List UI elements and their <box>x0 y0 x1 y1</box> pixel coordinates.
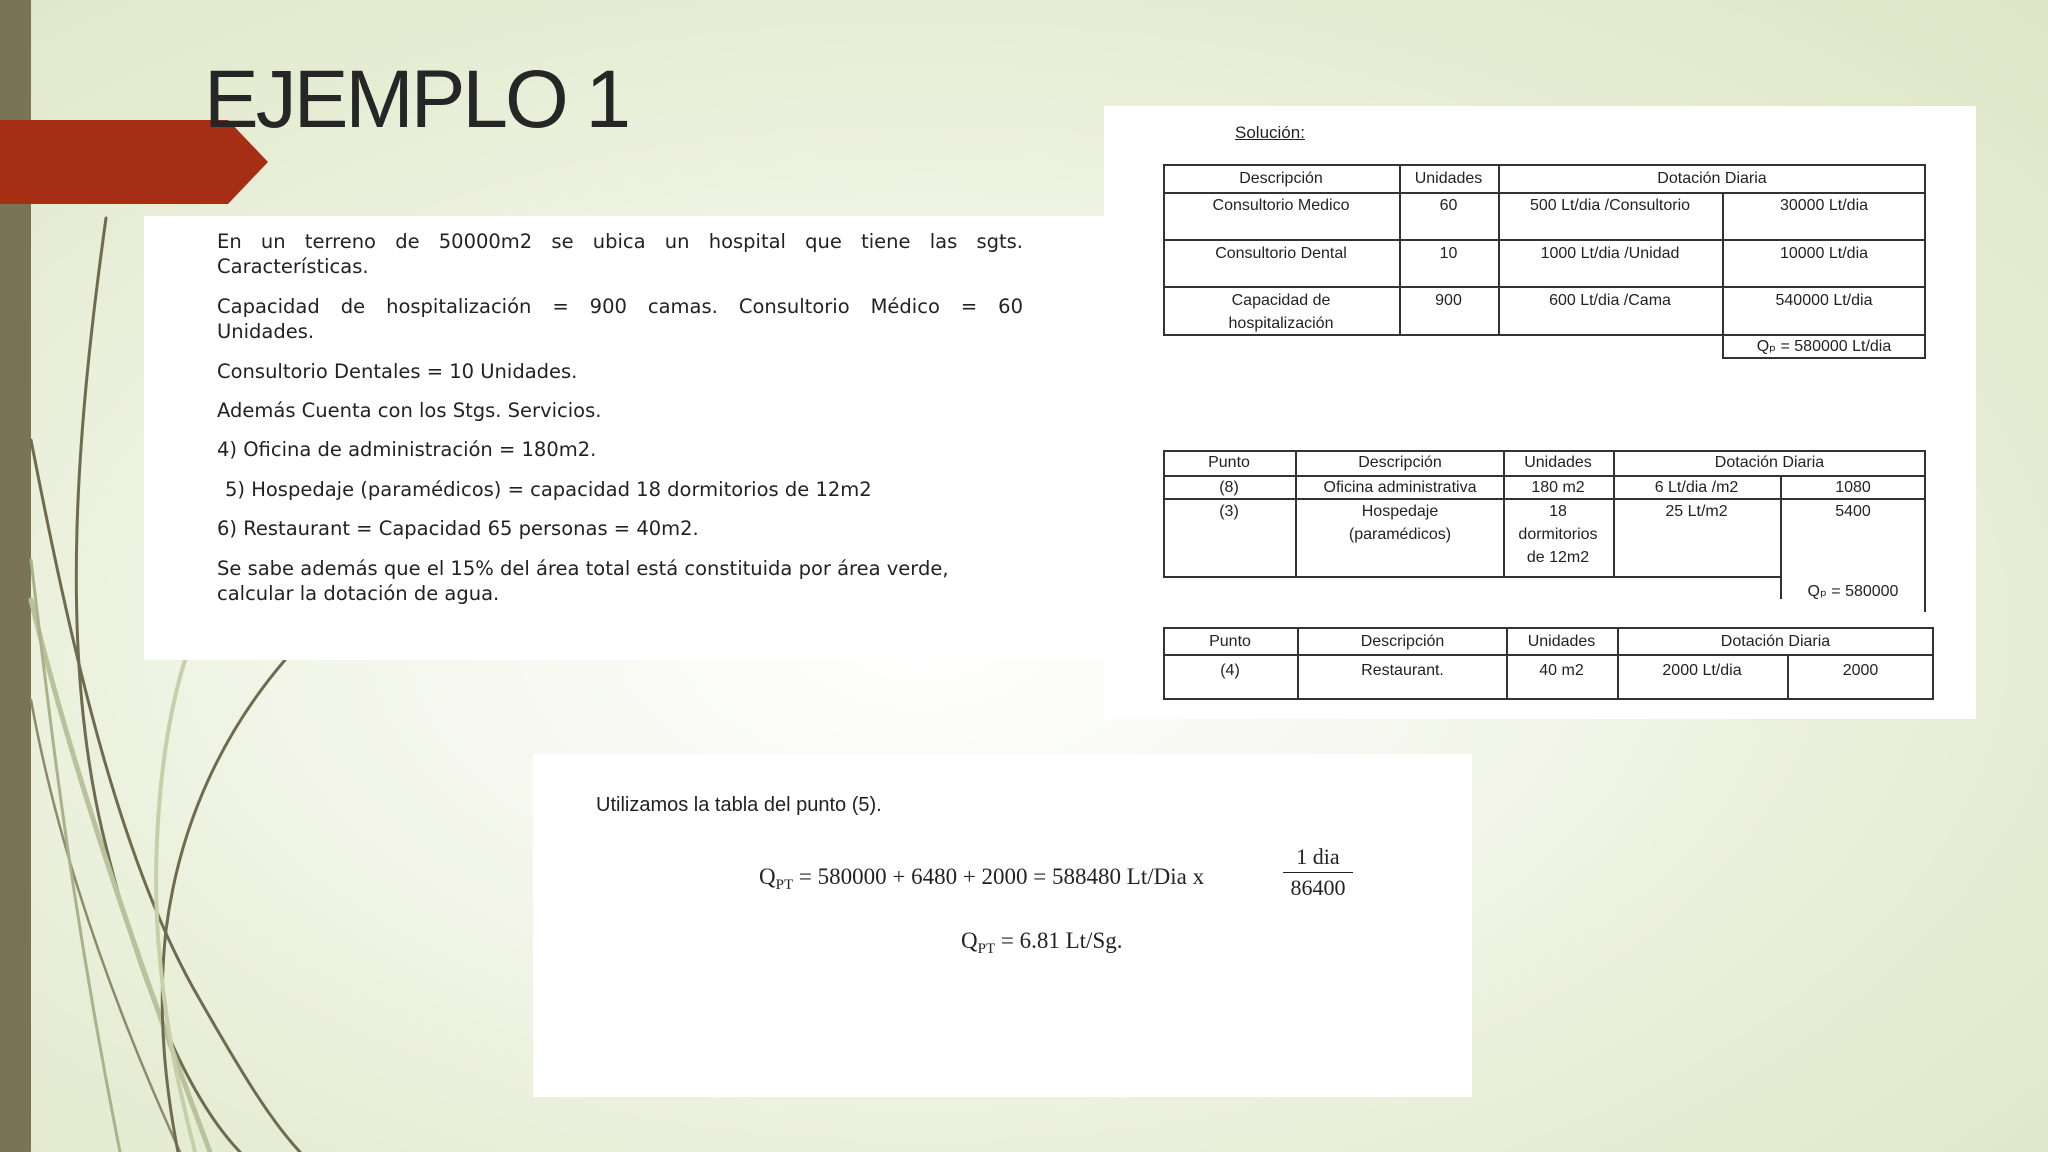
eq1-symbol: Q <box>759 864 776 889</box>
table-cell: 30000 Lt/dia <box>1779 197 1869 214</box>
fraction-denominator: 86400 <box>1290 875 1346 900</box>
problem-line-6: Además Cuenta con los Stgs. Servicios. <box>217 399 602 422</box>
table-cell: (8) <box>1219 479 1239 496</box>
problem-statement-panel <box>144 216 1106 660</box>
eq1-subscript: PT <box>775 877 794 893</box>
header-unidades: Unidades <box>1414 170 1483 187</box>
table-cell: Consultorio Medico <box>1212 197 1350 214</box>
table-cell: 10000 Lt/dia <box>1779 245 1869 262</box>
result-intro: Utilizamos la tabla del punto (5). <box>596 794 882 816</box>
fraction-numerator: 1 dia <box>1283 844 1353 873</box>
problem-line-8: 5) Hospedaje (paramédicos) = capacidad 18 dormitorios de 12m2 <box>225 478 872 501</box>
table-cell: (4) <box>1220 662 1240 679</box>
problem-line-4: Unidades. <box>217 320 315 343</box>
table-cell: 40 m2 <box>1539 662 1584 679</box>
table-total: Qₚ = 580000 <box>1807 583 1899 600</box>
header-unidades: Unidades <box>1524 454 1592 471</box>
table-cell: 6 Lt/dia /m2 <box>1654 479 1739 496</box>
eq1-expression: = 580000 + 6480 + 2000 = 588480 Lt/Dia x <box>798 864 1205 889</box>
eq2-symbol: Q <box>961 928 978 953</box>
header-dotacion: Dotación Diaria <box>1720 633 1831 650</box>
table-cell: Consultorio Dental <box>1215 245 1347 262</box>
problem-line-5: Consultorio Dentales = 10 Unidades. <box>217 360 578 383</box>
solution-panel <box>1104 106 1976 719</box>
table-cell: Capacidad de hospitalización <box>1228 292 1334 332</box>
result-panel <box>533 754 1472 1097</box>
table-cell: 900 <box>1435 292 1462 309</box>
table-cell: 2000 Lt/dia <box>1662 662 1742 679</box>
eq2-expression: = 6.81 Lt/Sg. <box>1000 928 1123 953</box>
table-cell: (3) <box>1219 503 1239 520</box>
header-descripcion: Descripción <box>1239 170 1323 187</box>
problem-line-9: 6) Restaurant = Capacidad 65 personas = 40m2. <box>217 517 699 540</box>
table-cell: 540000 Lt/dia <box>1775 292 1873 309</box>
equation-2 <box>961 928 1122 958</box>
table-cell: 1000 Lt/dia /Unidad <box>1540 245 1680 262</box>
table-cell: 5400 <box>1835 503 1871 520</box>
problem-line-2: Características. <box>217 255 369 278</box>
table-cell: Restaurant. <box>1361 662 1444 679</box>
problem-line-7: 4) Oficina de administración = 180m2. <box>217 438 597 461</box>
table-cell: Hospedaje (paramédicos) <box>1348 503 1452 543</box>
table-cell: 180 m2 <box>1531 479 1585 496</box>
equation-1 <box>759 864 1204 894</box>
header-unidades: Unidades <box>1527 633 1596 650</box>
table-cell: Oficina administrativa <box>1323 479 1477 496</box>
table-cell: 600 Lt/dia /Cama <box>1549 292 1671 309</box>
problem-line-3: Capacidad de hospitalización = 900 camas. Consultorio Médico = 60 <box>217 295 1023 318</box>
eq2-subscript: PT <box>977 941 996 957</box>
slide-title: EJEMPLO 1 <box>204 54 629 145</box>
problem-line-11: calcular la dotación de agua. <box>217 582 500 605</box>
table-cell: 18 dormitorios de 12m2 <box>1518 503 1598 566</box>
problem-line-1: En un terreno de 50000m2 se ubica un hospital que tiene las sgts. <box>217 230 1023 253</box>
table-cell: 2000 <box>1842 662 1879 679</box>
header-punto: Punto <box>1208 454 1250 471</box>
table-cell: 500 Lt/dia /Consultorio <box>1529 197 1691 214</box>
table-total: Qₚ = 580000 Lt/dia <box>1756 338 1892 355</box>
table-cell: 10 <box>1439 245 1458 262</box>
header-dotacion: Dotación Diaria <box>1657 170 1767 187</box>
problem-line-10: Se sabe además que el 15% del área total está constituida por área verde, <box>217 557 949 580</box>
table-cell: 60 <box>1439 197 1458 214</box>
header-dotacion: Dotación Diaria <box>1714 454 1825 471</box>
table-cell: 25 Lt/m2 <box>1665 503 1728 520</box>
equation-fraction <box>1283 844 1353 901</box>
header-descripcion: Descripción <box>1358 454 1442 471</box>
solution-label: Solución: <box>1235 123 1305 142</box>
header-descripcion: Descripción <box>1360 633 1445 650</box>
table-cell: 1080 <box>1835 479 1871 496</box>
header-punto: Punto <box>1209 633 1251 650</box>
